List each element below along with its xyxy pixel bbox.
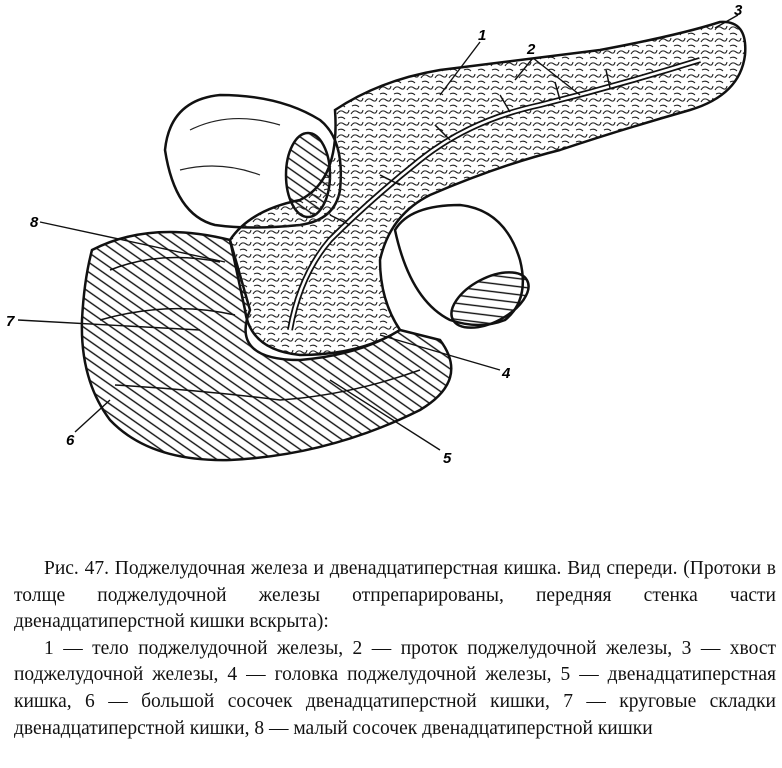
label-8: 8 [30, 214, 39, 231]
jejunum-opening [395, 205, 537, 339]
caption-title: Рис. 47. Поджелудочная железа и двенадцатиперстная кишка. Вид спереди. (Протоки в толще поджелудочной железы отпрепарированы, передняя стенка части двенадцатиперстной кишки вскрыта): [14, 558, 776, 633]
label-5: 5 [443, 450, 452, 467]
figure-caption [14, 556, 776, 742]
label-2: 2 [527, 41, 536, 58]
label-6: 6 [66, 432, 75, 449]
label-7: 7 [6, 313, 15, 330]
label-4: 4 [502, 365, 511, 382]
label-1: 1 [478, 27, 487, 44]
label-3: 3 [734, 2, 743, 19]
caption-legend: 1 — тело поджелудочной железы, 2 — проток поджелудочной железы, 3 — хвост поджелудочной железы, 4 — головка поджелудочной железы, 5 — двенадцатиперстная кишка, 6 — большой сосочек двенадцатиперстной кишки, 7 — круговые складки двенадцатиперстной кишки, 8 — малый сосочек двенадцатиперстной кишки [14, 637, 776, 739]
